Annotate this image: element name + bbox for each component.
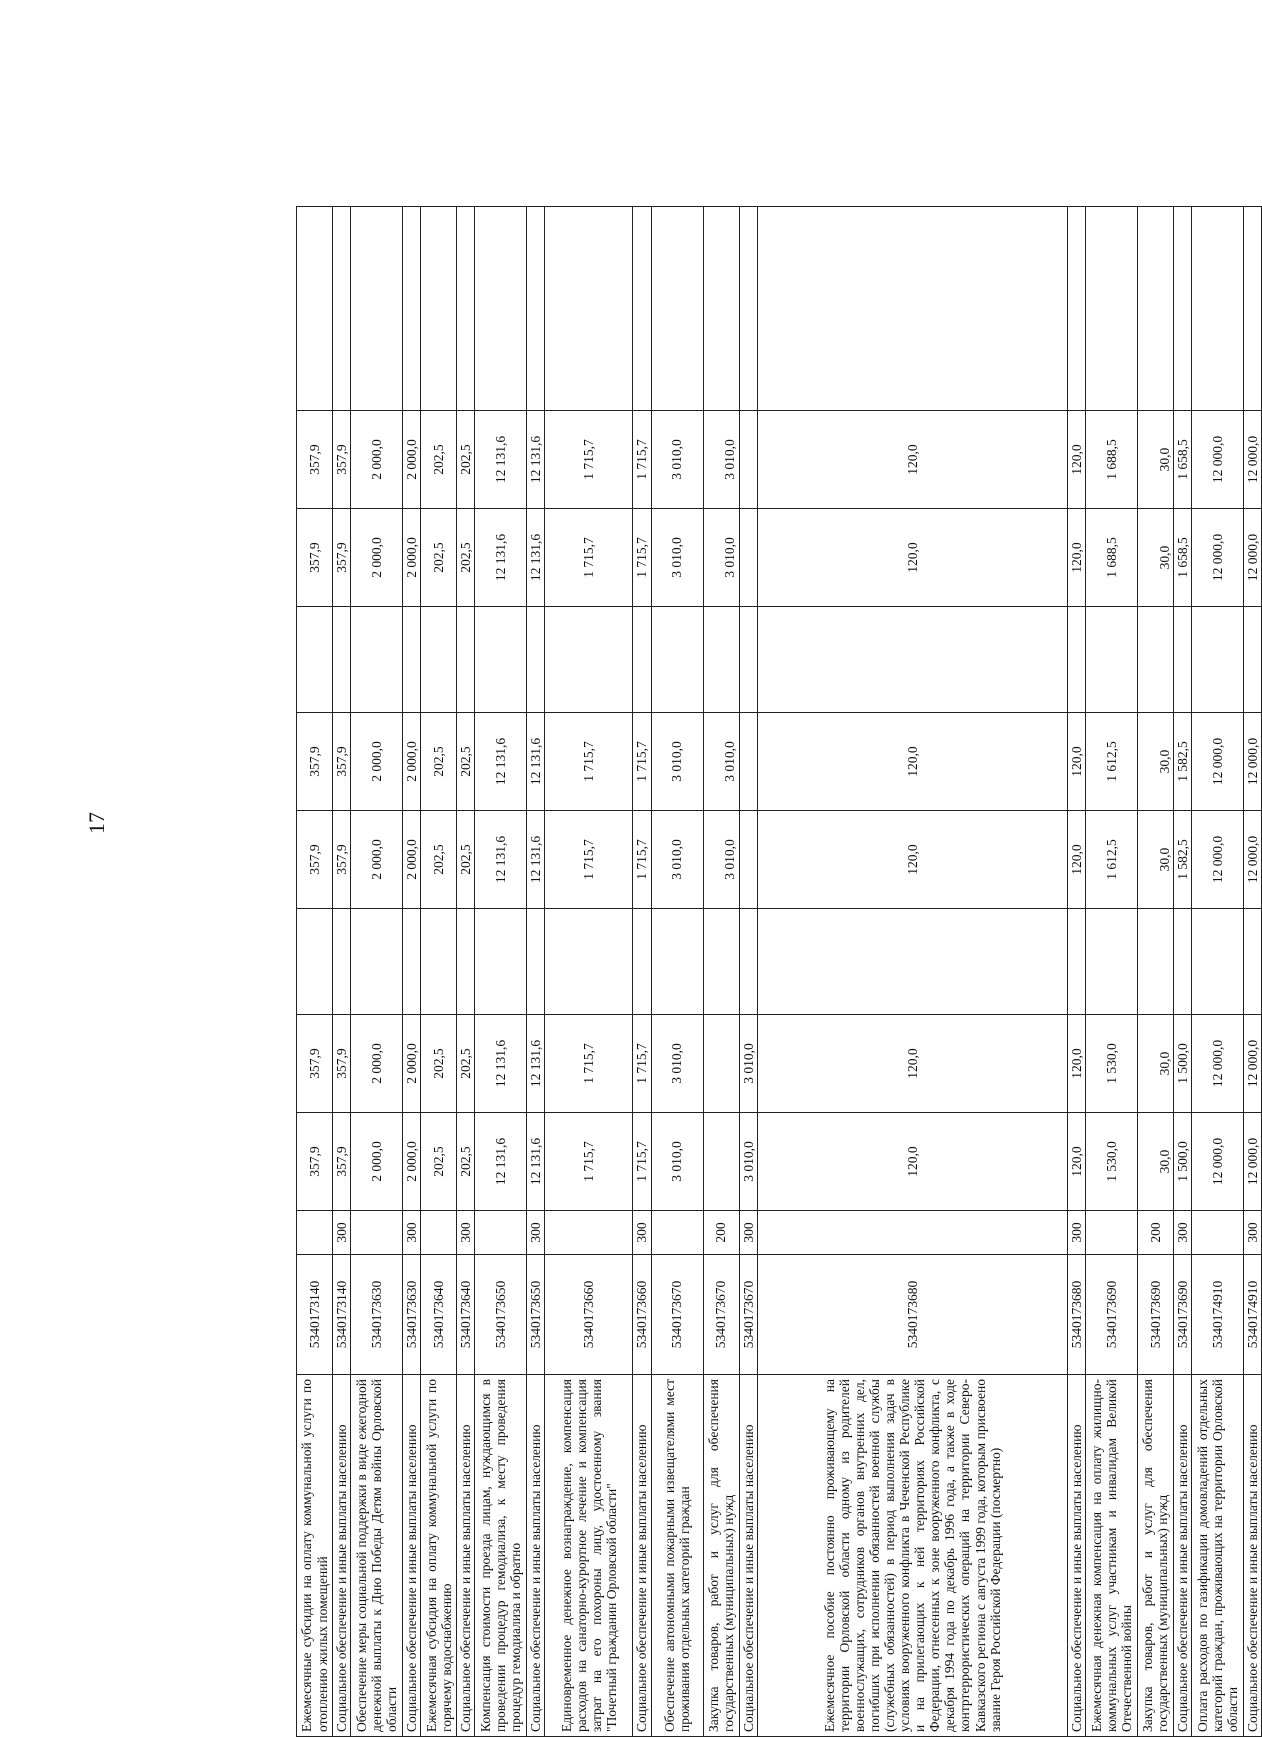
- amount-cell: 2 000,0: [351, 1113, 403, 1211]
- empty-cell: [1085, 909, 1137, 1015]
- amount-cell: 202,5: [457, 1113, 475, 1211]
- amount-cell: 1 582,5: [1173, 713, 1191, 811]
- expense-type-cell: [297, 1211, 333, 1255]
- empty-cell: [297, 207, 333, 411]
- amount-cell: 12 000,0: [1243, 509, 1261, 607]
- amount-cell: 3 010,0: [651, 411, 703, 509]
- amount-cell: 120,0: [757, 713, 1067, 811]
- target-code-cell: 5340173640: [421, 1255, 457, 1375]
- amount-cell: 357,9: [297, 1113, 333, 1211]
- empty-cell: [333, 909, 351, 1015]
- amount-cell: 120,0: [1067, 1113, 1085, 1211]
- amount-cell: 1 715,7: [545, 509, 633, 607]
- table-row: [1173, 207, 1191, 1737]
- amount-cell: 1 715,7: [545, 811, 633, 909]
- target-code-cell: 5340173140: [297, 1255, 333, 1375]
- table-row: [333, 207, 351, 1737]
- amount-cell: 2 000,0: [403, 509, 421, 607]
- row-name-cell: Социальное обеспечение и иные выплаты населению: [457, 1375, 475, 1737]
- amount-cell: 1 530,0: [1085, 1113, 1137, 1211]
- empty-cell: [703, 909, 739, 1015]
- empty-cell: [651, 909, 703, 1015]
- empty-cell: [421, 607, 457, 713]
- empty-cell: [457, 207, 475, 411]
- table-row: [545, 207, 633, 1737]
- empty-cell: [527, 207, 545, 411]
- amount-cell: 120,0: [1067, 509, 1085, 607]
- expense-type-cell: [421, 1211, 457, 1255]
- expense-type-cell: 200: [703, 1211, 739, 1255]
- row-name-cell: Социальное обеспечение и иные выплаты населению: [1067, 1375, 1085, 1737]
- row-name-cell: Ежемесячная субсидия на оплату коммунальной услуги по горячему водоснабжению: [421, 1375, 457, 1737]
- expense-type-cell: 300: [457, 1211, 475, 1255]
- expense-type-cell: [545, 1211, 633, 1255]
- amount-cell: 2 000,0: [403, 411, 421, 509]
- amount-cell: 1 715,7: [633, 811, 651, 909]
- amount-cell: 12 131,6: [475, 411, 527, 509]
- amount-cell: 1 715,7: [633, 509, 651, 607]
- row-name-cell: Социальное обеспечение и иные выплаты населению: [403, 1375, 421, 1737]
- empty-cell: [475, 607, 527, 713]
- amount-cell: 120,0: [1067, 811, 1085, 909]
- amount-cell: 12 000,0: [1191, 1113, 1243, 1211]
- amount-cell: 357,9: [333, 713, 351, 811]
- amount-cell: 202,5: [421, 1113, 457, 1211]
- amount-cell: [739, 509, 757, 607]
- target-code-cell: 5340173690: [1173, 1255, 1191, 1375]
- row-name-cell: Компенсация стоимости проезда лицам, нуждающимся в проведении процедур гемодиализа, к месту проведения процедур гемодиализа и обратно: [475, 1375, 527, 1737]
- target-code-cell: 5340173680: [757, 1255, 1067, 1375]
- row-name-cell: Социальное обеспечение и иные выплаты населению: [333, 1375, 351, 1737]
- amount-cell: 357,9: [297, 811, 333, 909]
- amount-cell: 1 612,5: [1085, 713, 1137, 811]
- row-name-cell: Обеспечение автономными пожарными извещателями мест проживания отдельных категорий граждан: [651, 1375, 703, 1737]
- expense-type-cell: [1085, 1211, 1137, 1255]
- amount-cell: 357,9: [333, 1113, 351, 1211]
- empty-cell: [545, 207, 633, 411]
- amount-cell: [739, 811, 757, 909]
- expense-type-cell: [757, 1211, 1067, 1255]
- expense-type-cell: 300: [739, 1211, 757, 1255]
- amount-cell: 202,5: [457, 1015, 475, 1113]
- empty-cell: [403, 207, 421, 411]
- empty-cell: [1067, 607, 1085, 713]
- amount-cell: 1 715,7: [545, 411, 633, 509]
- empty-cell: [1067, 909, 1085, 1015]
- amount-cell: 1 688,5: [1085, 509, 1137, 607]
- expense-type-cell: [351, 1211, 403, 1255]
- empty-cell: [297, 909, 333, 1015]
- amount-cell: 1 715,7: [633, 411, 651, 509]
- expense-type-cell: 300: [333, 1211, 351, 1255]
- expense-type-cell: 200: [1137, 1211, 1173, 1255]
- amount-cell: 12 131,6: [475, 509, 527, 607]
- table-row: [1243, 207, 1261, 1737]
- empty-cell: [1085, 607, 1137, 713]
- amount-cell: 120,0: [757, 1015, 1067, 1113]
- row-name-cell: Единовременное денежное вознаграждение, компенсация расходов на санаторно-курортное лечение и компенсация затрат на его похороны лицу, удостоенному звания "Почетный гражданин Орловской области": [545, 1375, 633, 1737]
- amount-cell: 12 000,0: [1191, 509, 1243, 607]
- empty-cell: [1137, 607, 1173, 713]
- expense-type-cell: 300: [1173, 1211, 1191, 1255]
- target-code-cell: 5340173660: [545, 1255, 633, 1375]
- target-code-cell: 5340173630: [351, 1255, 403, 1375]
- amount-cell: 120,0: [757, 1113, 1067, 1211]
- expense-type-cell: [1191, 1211, 1243, 1255]
- amount-cell: 357,9: [333, 1015, 351, 1113]
- target-code-cell: 5340173670: [651, 1255, 703, 1375]
- amount-cell: 357,9: [297, 411, 333, 509]
- target-code-cell: 5340173650: [527, 1255, 545, 1375]
- table-row: [1085, 207, 1137, 1737]
- empty-cell: [545, 909, 633, 1015]
- row-name-cell: Социальное обеспечение и иные выплаты населению: [1173, 1375, 1191, 1737]
- empty-cell: [633, 909, 651, 1015]
- amount-cell: 12 000,0: [1243, 1113, 1261, 1211]
- target-code-cell: 5340173630: [403, 1255, 421, 1375]
- amount-cell: 202,5: [421, 411, 457, 509]
- amount-cell: 120,0: [1067, 411, 1085, 509]
- row-name-cell: Ежемесячная денежная компенсация на оплату жилищно-коммунальных услуг участникам и инвалидам Великой Отечественной войны: [1085, 1375, 1137, 1737]
- amount-cell: 1 658,5: [1173, 411, 1191, 509]
- empty-cell: [351, 909, 403, 1015]
- amount-cell: 1 715,7: [633, 1015, 651, 1113]
- amount-cell: [739, 713, 757, 811]
- amount-cell: 1 582,5: [1173, 811, 1191, 909]
- row-name-cell: Социальное обеспечение и иные выплаты населению: [739, 1375, 757, 1737]
- table-row: [633, 207, 651, 1737]
- empty-cell: [527, 909, 545, 1015]
- amount-cell: 3 010,0: [739, 1015, 757, 1113]
- target-code-cell: 5340174910: [1191, 1255, 1243, 1375]
- amount-cell: 2 000,0: [403, 811, 421, 909]
- amount-cell: 3 010,0: [651, 713, 703, 811]
- amount-cell: 2 000,0: [403, 1015, 421, 1113]
- empty-cell: [757, 909, 1067, 1015]
- target-code-cell: 5340173680: [1067, 1255, 1085, 1375]
- amount-cell: 202,5: [457, 509, 475, 607]
- amount-cell: [739, 411, 757, 509]
- empty-cell: [351, 207, 403, 411]
- amount-cell: 1 612,5: [1085, 811, 1137, 909]
- target-code-cell: 5340173670: [703, 1255, 739, 1375]
- amount-cell: 120,0: [757, 811, 1067, 909]
- row-name-cell: Обеспечение меры социальной поддержки в виде ежегодной денежной выплаты к Дню Победы Детям войны Орловской области: [351, 1375, 403, 1737]
- empty-cell: [475, 909, 527, 1015]
- table-row: [1191, 207, 1243, 1737]
- target-code-cell: 5340174910: [1243, 1255, 1261, 1375]
- amount-cell: 12 131,6: [527, 713, 545, 811]
- amount-cell: 12 000,0: [1243, 1015, 1261, 1113]
- amount-cell: 202,5: [421, 713, 457, 811]
- table-row: [1067, 207, 1085, 1737]
- expense-type-cell: [651, 1211, 703, 1255]
- amount-cell: 120,0: [757, 411, 1067, 509]
- empty-cell: [545, 607, 633, 713]
- amount-cell: 3 010,0: [703, 411, 739, 509]
- amount-cell: 3 010,0: [703, 713, 739, 811]
- empty-cell: [703, 207, 739, 411]
- empty-cell: [739, 909, 757, 1015]
- amount-cell: 202,5: [421, 811, 457, 909]
- empty-cell: [651, 607, 703, 713]
- amount-cell: 1 715,7: [633, 1113, 651, 1211]
- amount-cell: 1 530,0: [1085, 1015, 1137, 1113]
- expense-type-cell: 300: [1243, 1211, 1261, 1255]
- empty-cell: [1191, 909, 1243, 1015]
- amount-cell: 2 000,0: [403, 1113, 421, 1211]
- empty-cell: [1137, 207, 1173, 411]
- row-name-cell: Ежемесячные субсидии на оплату коммунальной услуги по отоплению жилых помещений: [297, 1375, 333, 1737]
- amount-cell: 3 010,0: [703, 509, 739, 607]
- amount-cell: 1 715,7: [545, 1015, 633, 1113]
- amount-cell: 3 010,0: [651, 509, 703, 607]
- row-name-cell: Оплата расходов по газификации домовладений отдельных категорий граждан, проживающих на территории Орловской области: [1191, 1375, 1243, 1737]
- target-code-cell: 5340173670: [739, 1255, 757, 1375]
- amount-cell: 2 000,0: [403, 713, 421, 811]
- amount-cell: 1 715,7: [545, 713, 633, 811]
- amount-cell: 3 010,0: [703, 811, 739, 909]
- expense-type-cell: [475, 1211, 527, 1255]
- amount-cell: 12 131,6: [527, 509, 545, 607]
- amount-cell: 120,0: [757, 509, 1067, 607]
- empty-cell: [1173, 909, 1191, 1015]
- empty-cell: [633, 207, 651, 411]
- target-code-cell: 5340173690: [1137, 1255, 1173, 1375]
- amount-cell: 202,5: [421, 1015, 457, 1113]
- empty-cell: [1085, 207, 1137, 411]
- table-row: [403, 207, 421, 1737]
- amount-cell: 202,5: [421, 509, 457, 607]
- amount-cell: 357,9: [333, 509, 351, 607]
- empty-cell: [1243, 909, 1261, 1015]
- row-name-cell: Ежемесячное пособие постоянно проживающему на территории Орловской области одному из родителей военнослужащих, сотрудников органов внутренних дел, погибших при исполнении обязанностей военной службы (служебных обязанностей) в период выполнения задач в условиях вооруженного конфликта в Чеченской Республике и на прилегающих к ней территориях Российской Федерации, отнесенных к зоне вооруженного конфликта, с декабря 1994 года по декабрь 1996 года, а также в ходе контртеррористических операций на территории Северо-Кавказского региона с августа 1999 года, которым присвоено звание Героя Российской Федерации (посмертно): [757, 1375, 1067, 1737]
- row-name-cell: Закупка товаров, работ и услуг для обеспечения государственных (муниципальных) нужд: [703, 1375, 739, 1737]
- table-row: [421, 207, 457, 1737]
- row-name-cell: Закупка товаров, работ и услуг для обеспечения государственных (муниципальных) нужд: [1137, 1375, 1173, 1737]
- amount-cell: 3 010,0: [739, 1113, 757, 1211]
- amount-cell: 120,0: [1067, 713, 1085, 811]
- empty-cell: [1173, 207, 1191, 411]
- expense-type-cell: 300: [403, 1211, 421, 1255]
- empty-cell: [1137, 909, 1173, 1015]
- target-code-cell: 5340173660: [633, 1255, 651, 1375]
- row-name-cell: Социальное обеспечение и иные выплаты населению: [1243, 1375, 1261, 1737]
- empty-cell: [739, 607, 757, 713]
- target-code-cell: 5340173650: [475, 1255, 527, 1375]
- empty-cell: [333, 207, 351, 411]
- amount-cell: 202,5: [457, 811, 475, 909]
- expense-type-cell: 300: [527, 1211, 545, 1255]
- empty-cell: [457, 607, 475, 713]
- amount-cell: 12 000,0: [1243, 811, 1261, 909]
- amount-cell: 202,5: [457, 713, 475, 811]
- amount-cell: 12 131,6: [475, 713, 527, 811]
- amount-cell: 357,9: [297, 1015, 333, 1113]
- expense-type-cell: 300: [633, 1211, 651, 1255]
- amount-cell: 1 500,0: [1173, 1113, 1191, 1211]
- amount-cell: 120,0: [1067, 1015, 1085, 1113]
- row-name-cell: Социальное обеспечение и иные выплаты населению: [527, 1375, 545, 1737]
- amount-cell: 12 131,6: [475, 1015, 527, 1113]
- target-code-cell: 5340173690: [1085, 1255, 1137, 1375]
- amount-cell: 1 715,7: [545, 1113, 633, 1211]
- amount-cell: 2 000,0: [351, 509, 403, 607]
- amount-cell: 2 000,0: [351, 1015, 403, 1113]
- amount-cell: 30,0: [1137, 411, 1173, 509]
- amount-cell: 30,0: [1137, 509, 1173, 607]
- amount-cell: [703, 1015, 739, 1113]
- amount-cell: 2 000,0: [351, 713, 403, 811]
- budget-table-container: [296, 207, 1260, 1737]
- empty-cell: [421, 207, 457, 411]
- amount-cell: 3 010,0: [651, 811, 703, 909]
- row-name-cell: Социальное обеспечение и иные выплаты населению: [633, 1375, 651, 1737]
- amount-cell: 12 131,6: [527, 1015, 545, 1113]
- empty-cell: [297, 607, 333, 713]
- budget-table: [296, 206, 1262, 1737]
- amount-cell: 12 000,0: [1191, 1015, 1243, 1113]
- table-row: [739, 207, 757, 1737]
- amount-cell: 357,9: [333, 411, 351, 509]
- amount-cell: 12 131,6: [527, 811, 545, 909]
- table-row: [297, 207, 333, 1737]
- target-code-cell: 5340173640: [457, 1255, 475, 1375]
- amount-cell: 1 715,7: [633, 713, 651, 811]
- empty-cell: [633, 607, 651, 713]
- empty-cell: [475, 207, 527, 411]
- amount-cell: 12 000,0: [1191, 811, 1243, 909]
- amount-cell: 202,5: [457, 411, 475, 509]
- amount-cell: 1 500,0: [1173, 1015, 1191, 1113]
- empty-cell: [651, 207, 703, 411]
- empty-cell: [333, 607, 351, 713]
- empty-cell: [1243, 207, 1261, 411]
- amount-cell: 12 000,0: [1243, 713, 1261, 811]
- table-row: [527, 207, 545, 1737]
- empty-cell: [403, 909, 421, 1015]
- amount-cell: 3 010,0: [651, 1113, 703, 1211]
- amount-cell: 2 000,0: [351, 811, 403, 909]
- empty-cell: [739, 207, 757, 411]
- empty-cell: [403, 607, 421, 713]
- table-row: [475, 207, 527, 1737]
- target-code-cell: 5340173140: [333, 1255, 351, 1375]
- page-number: 17: [84, 812, 109, 834]
- table-row: [351, 207, 403, 1737]
- amount-cell: 12 000,0: [1191, 713, 1243, 811]
- empty-cell: [1243, 607, 1261, 713]
- table-row: [651, 207, 703, 1737]
- table-row: [703, 207, 739, 1737]
- amount-cell: 1 688,5: [1085, 411, 1137, 509]
- amount-cell: 12 131,6: [475, 811, 527, 909]
- empty-cell: [351, 607, 403, 713]
- empty-cell: [457, 909, 475, 1015]
- amount-cell: 357,9: [297, 509, 333, 607]
- amount-cell: 1 658,5: [1173, 509, 1191, 607]
- amount-cell: 30,0: [1137, 713, 1173, 811]
- amount-cell: 3 010,0: [651, 1015, 703, 1113]
- empty-cell: [1173, 607, 1191, 713]
- amount-cell: 30,0: [1137, 811, 1173, 909]
- empty-cell: [1191, 207, 1243, 411]
- empty-cell: [1191, 607, 1243, 713]
- amount-cell: 12 000,0: [1243, 411, 1261, 509]
- empty-cell: [757, 207, 1067, 411]
- table-row: [457, 207, 475, 1737]
- amount-cell: 12 131,6: [475, 1113, 527, 1211]
- amount-cell: 357,9: [333, 811, 351, 909]
- amount-cell: 12 131,6: [527, 1113, 545, 1211]
- table-row: [757, 207, 1067, 1737]
- empty-cell: [421, 909, 457, 1015]
- empty-cell: [703, 607, 739, 713]
- amount-cell: 2 000,0: [351, 411, 403, 509]
- table-row: [1137, 207, 1173, 1737]
- amount-cell: [703, 1113, 739, 1211]
- empty-cell: [527, 607, 545, 713]
- amount-cell: 30,0: [1137, 1113, 1173, 1211]
- amount-cell: 357,9: [297, 713, 333, 811]
- empty-cell: [1067, 207, 1085, 411]
- amount-cell: 30,0: [1137, 1015, 1173, 1113]
- amount-cell: 12 131,6: [527, 411, 545, 509]
- empty-cell: [757, 607, 1067, 713]
- expense-type-cell: 300: [1067, 1211, 1085, 1255]
- amount-cell: 12 000,0: [1191, 411, 1243, 509]
